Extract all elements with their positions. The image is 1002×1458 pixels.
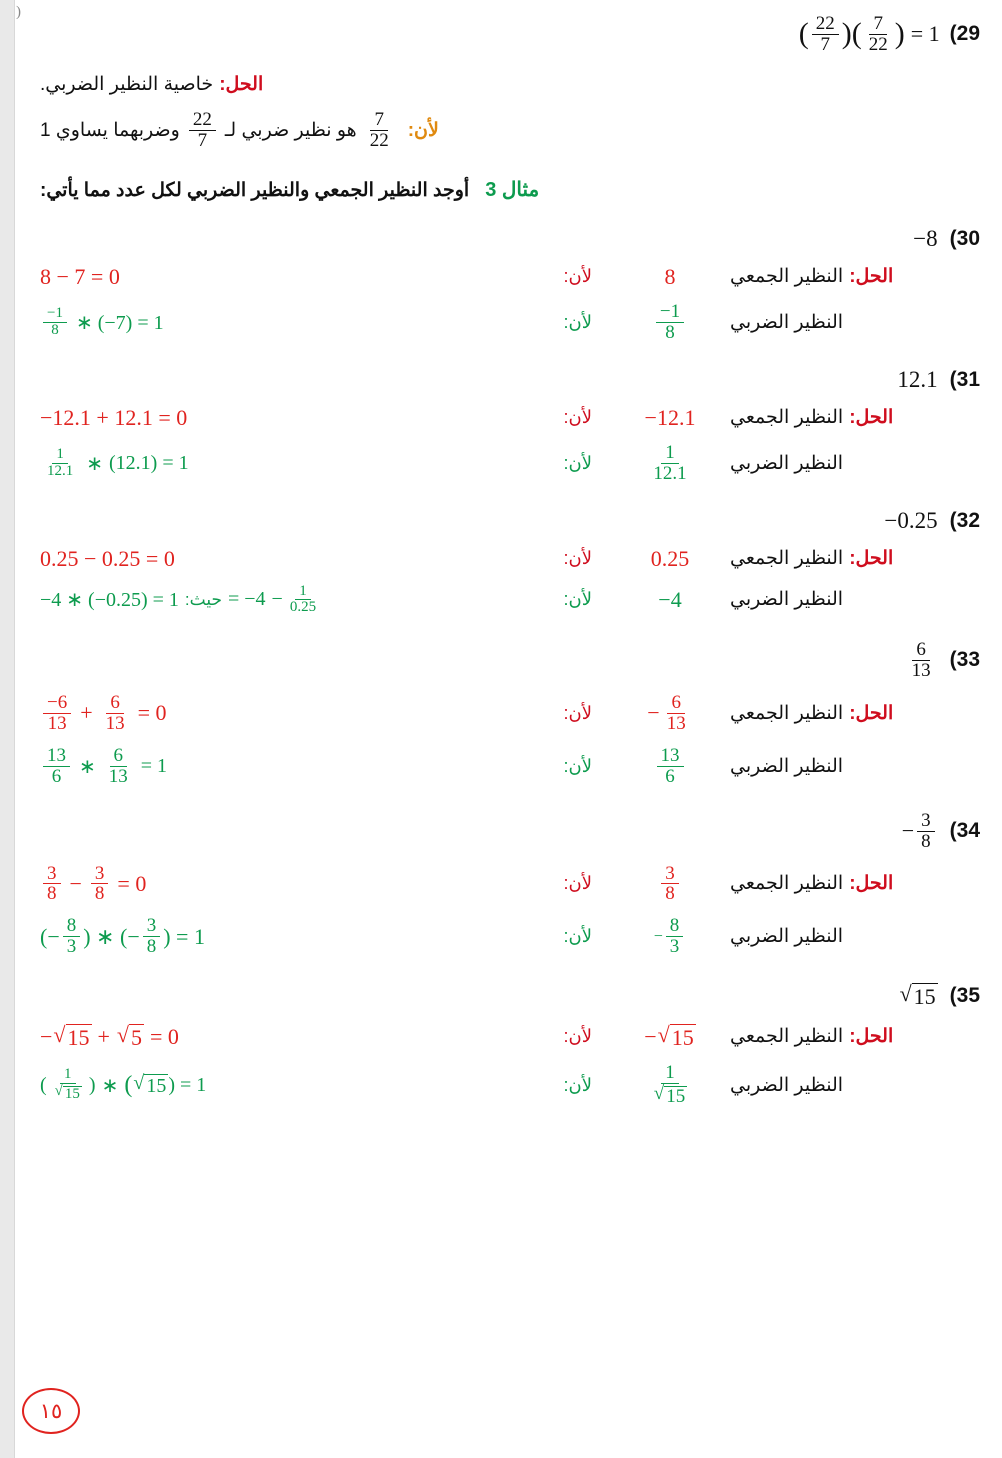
question-30-additive-because: لأن: (563, 266, 592, 287)
question-35-additive-label: الحل: النظير الجمعي (730, 1026, 894, 1048)
question-31-additive-because: لأن: (563, 407, 592, 428)
question-31-multiplicative-row (40, 443, 980, 484)
reason-29-text-b: وضربهما يساوي 1 (40, 119, 180, 141)
question-32-multiplicative-row (40, 584, 980, 617)
question-33-multiplicative-because: لأن: (563, 755, 592, 776)
example-3-header (40, 177, 980, 202)
question-34-additive-value: $\frac{3}{8}$ (610, 864, 730, 905)
question-34-multiplicative-value: − $\frac{8}{3}$ (610, 916, 730, 957)
question-35-multiplicative-because: لأن: (563, 1074, 592, 1095)
question-32-header (40, 508, 980, 534)
question-33-multiplicative-value: $\frac{13}{6}$ (610, 746, 730, 787)
question-35-multiplicative-label: النظير الضربي (730, 1074, 844, 1096)
question-34-additive-reason: $\frac{3}{8}$ − $\frac{3}{8}$ = 0 (40, 864, 522, 905)
reason-29-label: لأن: (407, 119, 439, 141)
page-number-badge: ١٥ (22, 1388, 80, 1434)
question-34-multiplicative-row (40, 916, 980, 957)
fraction-7-over-22: $\frac{7}{22}$ (868, 13, 888, 55)
question-29-expression: ( $\frac{22}{7}$ ) ( $\frac{7}{22}$ ) = 1 (798, 13, 940, 55)
question-31-additive-value: −12.1 (644, 404, 696, 430)
question-34-additive-label: الحل: النظير الجمعي (730, 873, 894, 895)
question-35-header (40, 981, 980, 1010)
question-30-multiplicative-value: $\frac{-1}{8}$ (610, 302, 730, 343)
question-30-additive-row (40, 264, 980, 290)
question-30-value: −8 (913, 225, 938, 251)
question-34-multiplicative-reason: (− $\frac{8}{3}$ ) ∗ (− $\frac{3}{8}$ ) = 1 (40, 915, 205, 958)
reason-29-text-a: هو نظير ضربي لـ (224, 119, 357, 141)
question-32-additive-label: الحل: النظير الجمعي (730, 548, 894, 569)
question-35-value: √ 15 (899, 981, 936, 1010)
question-32-number: (32 (949, 508, 980, 532)
question-35-number: (35 (949, 983, 980, 1007)
question-33-multiplicative-row (40, 746, 980, 787)
reason-29-frac-7-22: $\frac{7}{22}$ (369, 108, 389, 151)
question-34-number: (34 (949, 819, 980, 843)
question-30-multiplicative-row (40, 302, 980, 343)
question-35-additive-reason: − √ 15 + √ 5 = 0 (40, 1022, 179, 1051)
fraction-22-over-7: $\frac{22}{7}$ (812, 14, 839, 55)
question-30-multiplicative-label: النظير الضربي (730, 311, 844, 333)
question-31-multiplicative-reason: $\frac{1}{12.1}$ ∗ (12.1) = 1 (47, 445, 189, 479)
question-31-number: (31 (949, 367, 980, 391)
question-29-equals: = 1 (910, 21, 940, 47)
question-31-additive-reason: −12.1 + 12.1 = 0 (40, 404, 188, 430)
question-31-additive-label: الحل: النظير الجمعي (730, 407, 894, 429)
question-33-additive-value: − $\frac{6}{13}$ (647, 691, 686, 734)
question-35-additive-value: − √ 15 (644, 1022, 694, 1051)
question-31-multiplicative-label: النظير الضربي (730, 452, 844, 474)
reason-29-frac-22-7: $\frac{22}{7}$ (186, 110, 219, 151)
question-32-multiplicative-label: النظير الضربي (730, 589, 844, 611)
solution-29-line (40, 73, 980, 96)
reason-29-line (40, 110, 980, 151)
question-35-multiplicative-reason: ( 1 √ 15 ) ∗ ( √ 15 ) = 1 (40, 1066, 207, 1103)
question-30-header (40, 226, 980, 252)
solution-29-label: الحل: (219, 73, 264, 95)
question-31-header (40, 367, 980, 393)
question-30-multiplicative-reason: $\frac{-1}{8}$ ∗ (−7) = 1 (40, 306, 522, 339)
question-33-additive-row (40, 693, 980, 734)
question-35-additive-row (40, 1022, 980, 1051)
question-32-additive-reason: 0.25 − 0.25 = 0 (40, 545, 175, 571)
question-31-value: 12.1 (897, 366, 938, 392)
question-30-additive-reason: 8 − 7 = 0 (40, 263, 120, 289)
question-31-multiplicative-value: $\frac{1}{12.1}$ (653, 441, 687, 484)
question-34-header (40, 811, 980, 852)
question-34-additive-because: لأن: (563, 873, 592, 894)
corner-mark: ( (16, 4, 21, 20)
question-30-multiplicative-because: لأن: (563, 311, 592, 332)
question-33-header (40, 640, 980, 681)
question-35-multiplicative-value: 1 √ 15 (653, 1062, 686, 1108)
question-30-additive-label: الحل: النظير الجمعي (730, 266, 894, 288)
question-33-multiplicative-reason: $\frac{13}{6}$ ∗ $\frac{6}{13}$ = 1 (40, 746, 522, 787)
question-33-value: $\frac{6}{13}$ (911, 639, 931, 681)
question-35-additive-because: لأن: (563, 1026, 592, 1047)
question-35-multiplicative-row (40, 1063, 980, 1107)
example-3-text: أوجد النظير الجمعي والنظير الضربي لكل عدد مما يأتي: (40, 179, 470, 201)
question-33-additive-because: لأن: (563, 702, 592, 723)
question-31-additive-row (40, 405, 980, 431)
question-29-header (40, 14, 980, 55)
question-32-multiplicative-because: لأن: (563, 589, 592, 610)
solution-29-text: خاصية النظير الضربي. (40, 73, 214, 95)
question-34-value: − $\frac{3}{8}$ (902, 811, 938, 852)
question-34-multiplicative-label: النظير الضربي (730, 926, 844, 948)
question-32-multiplicative-reason: −4 ∗ (−0.25) = 1 حيث: = −4 − $\frac{1}{0.25}$ (40, 582, 317, 616)
question-32-additive-row (40, 546, 980, 572)
question-31-multiplicative-because: لأن: (563, 452, 592, 473)
question-29-number: (29 (949, 22, 980, 46)
question-34-additive-row (40, 864, 980, 905)
example-3-tag: مثال 3 (485, 178, 540, 201)
question-32-multiplicative-value: −4 (658, 586, 682, 612)
question-33-additive-reason: $\frac{-6}{13}$ + $\frac{6}{13}$ = 0 (40, 693, 522, 734)
question-34-multiplicative-because: لأن: (563, 926, 592, 947)
question-32-additive-value: 0.25 (650, 545, 690, 571)
question-32-value: −0.25 (884, 507, 938, 533)
question-33-multiplicative-label: النظير الضربي (730, 755, 844, 777)
question-30-number: (30 (949, 226, 980, 250)
question-33-number: (33 (949, 648, 980, 672)
question-30-additive-value: 8 (664, 263, 676, 289)
question-32-additive-because: لأن: (563, 548, 592, 568)
question-33-additive-label: الحل: النظير الجمعي (730, 702, 894, 724)
